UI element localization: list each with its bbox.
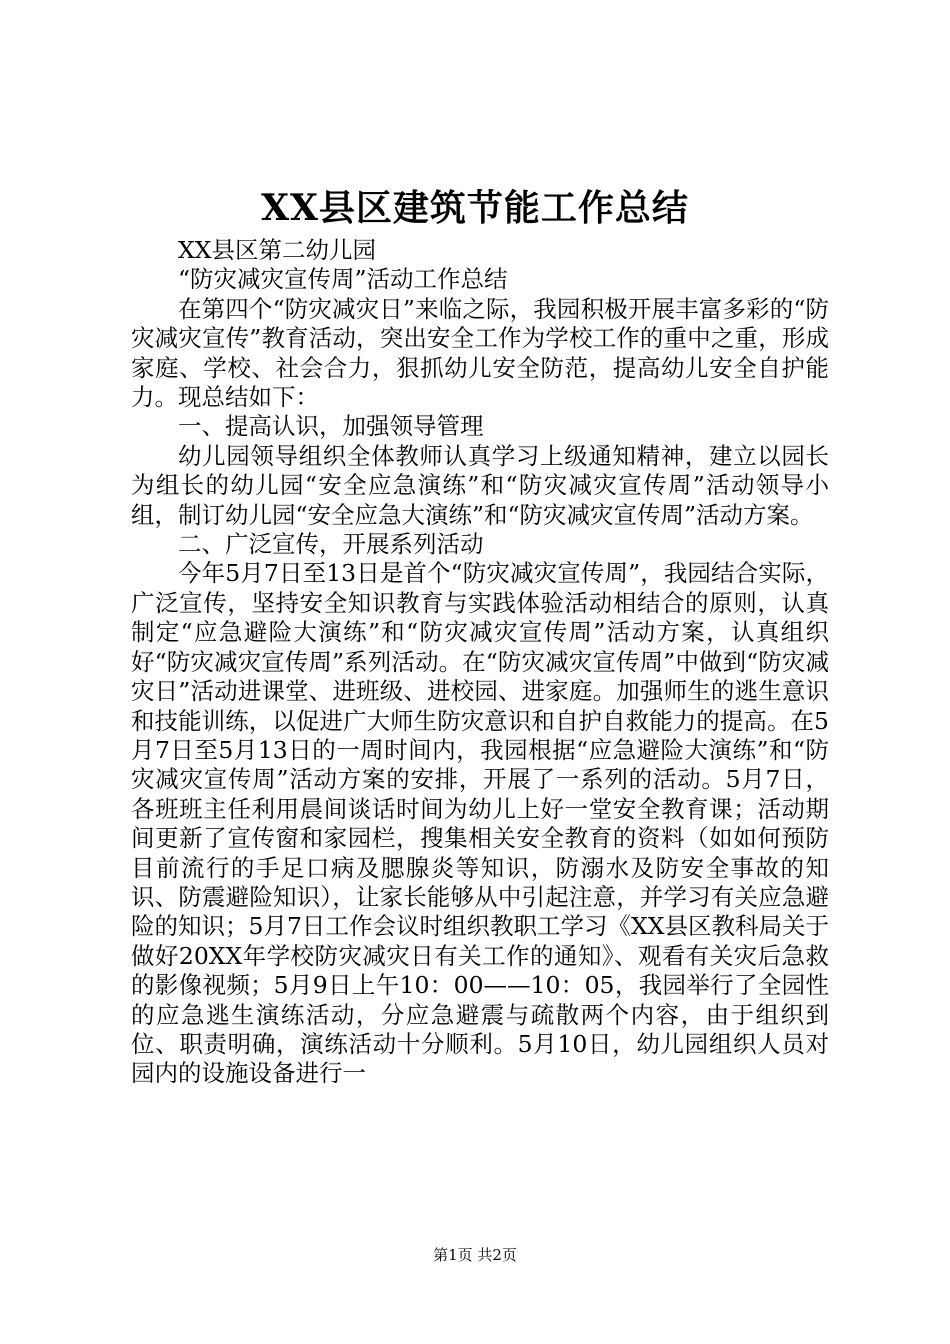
- page-footer: 第1页 共2页: [433, 1246, 517, 1264]
- section-heading: 二、广泛宣传，开展系列活动: [178, 530, 484, 559]
- body-paragraph: 幼儿园领导组织全体教师认真学习上级通知精神，建立以园长为组长的幼儿园“安全应急演练”和“防灾减灾宣传周”活动领导小组，制订幼儿园“安全应急大演练”和“防灾减灾宣传周”活动方案。: [131, 441, 829, 529]
- body-paragraph: “防灾减灾宣传周”活动工作总结: [178, 265, 508, 294]
- section-heading: 一、提高认识，加强领导管理: [178, 412, 484, 441]
- body-paragraph: 今年5月7日至13日是首个“防灾减灾宣传周”，我园结合实际，广泛宣传，坚持安全知识教育与实践体验活动相结合的原则，认真制定“应急避险大演练”和“防灾减灾宣传周”活动方案，认真组织好“防灾减灾宣传周”系列活动。在“防灾减灾宣传周”中做到“防灾减灾日”活动进课堂、进班级、进校园、进家庭。加强师生的逃生意识和技能训练，以促进广大师生防灾意识和自护自救能力的提高。在5月7日至5月13日的一周时间内，我园根据“应急避险大演练”和“防灾减灾宣传周”活动方案的安排，开展了一系列的活动。5月7日，各班班主任利用晨间谈话时间为幼儿上好一堂安全教育课；活动期间更新了宣传窗和家园栏，搜集相关安全教育的资料（如如何预防目前流行的手足口病及腮腺炎等知识，防溺水及防安全事故的知识、防震避险知识），让家长能够从中引起注意，并学习有关应急避险的知识；5月7日工作会议时组织教职工学习《XX县区教科局关于做好20XX年学校防灾减灾日有关工作的通知》、观看有关灾后急救的影像视频；5月9日上午10：00——10：05，我园举行了全园性的应急逃生演练活动，分应急避震与疏散两个内容，由于组织到位、职责明确，演练活动十分顺利。5月10日，幼儿园组织人员对园内的设施设备进行一: [131, 559, 829, 1088]
- body-paragraph: XX县区第二幼儿园: [178, 236, 376, 264]
- document-title: XX县区建筑节能工作总结: [261, 187, 689, 229]
- document-body: [131, 236, 829, 1089]
- body-paragraph: 在第四个“防灾减灾日”来临之际，我园积极开展丰富多彩的“防灾减灾宣传”教育活动，突出安全工作为学校工作的重中之重，形成家庭、学校、社会合力，狠抓幼儿安全防范，提高幼儿安全自护能力。现总结如下：: [131, 294, 829, 412]
